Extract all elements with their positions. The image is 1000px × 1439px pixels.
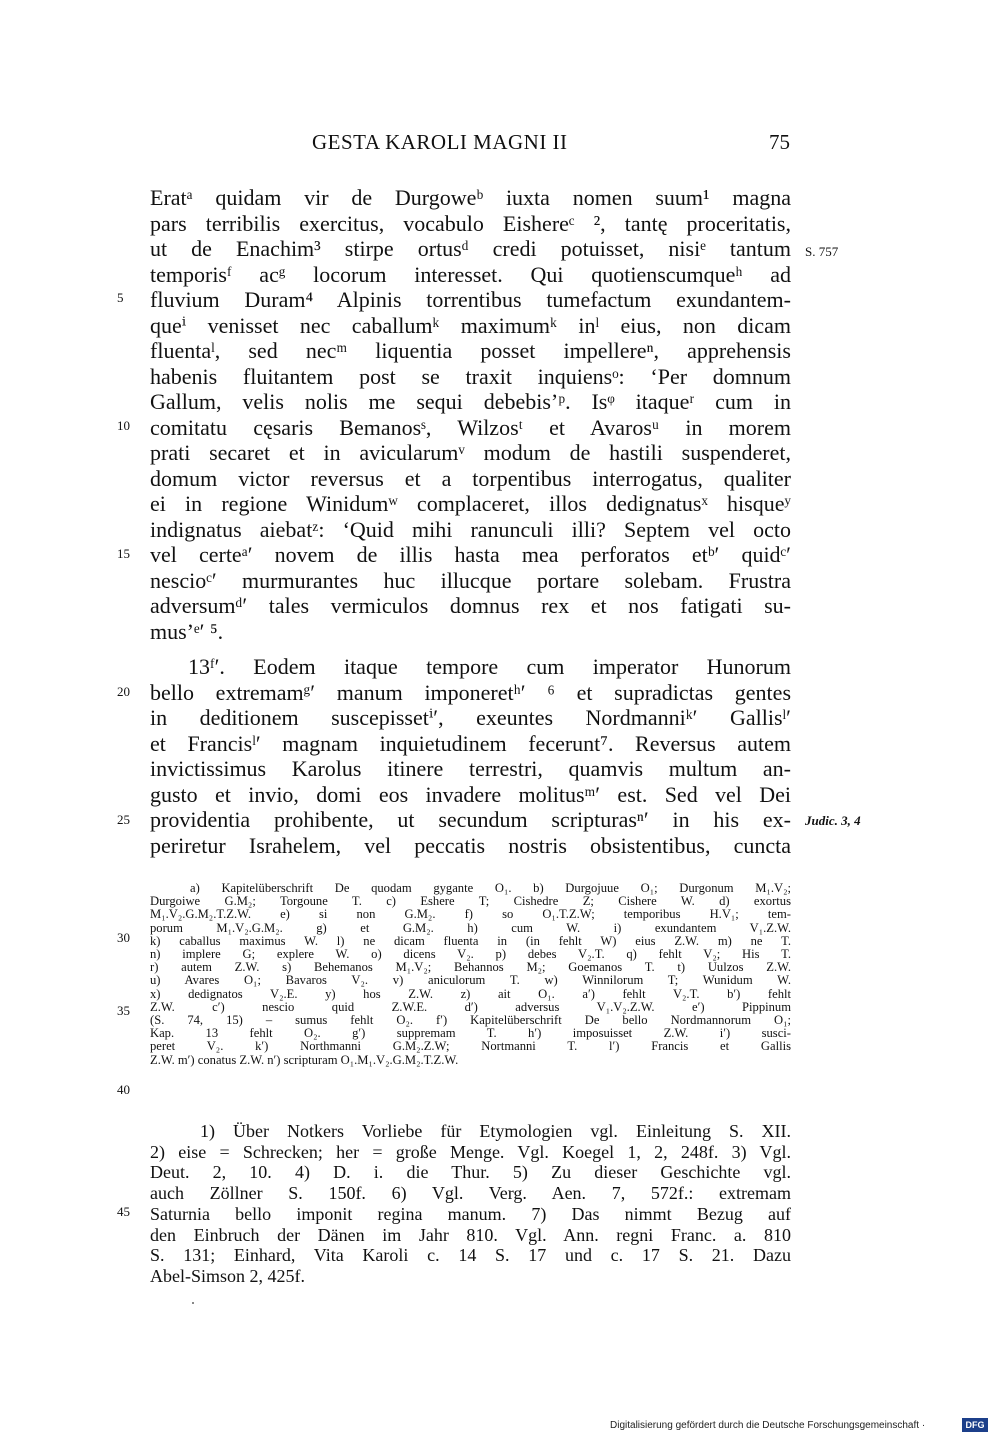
text-line: habenis fluitantem post se traxit inquiensᵒ: ‘Per domnum	[150, 363, 791, 389]
line-number: 45	[117, 1204, 130, 1219]
text-line: ut de Enachim³ stirpe ortusᵈ credi potuisset, nisiᵉ tantum	[150, 236, 791, 261]
dfg-logo: DFG	[962, 1418, 988, 1432]
line-number: 5	[117, 290, 124, 305]
text-line: temporisᶠ acᵍ locorum interesset. Qui quotienscumqueʰ ad	[150, 261, 791, 287]
apparatus-line: M₁.V₂.G.M₂.T.Z.W. e) si non G.M₂. f) so O₁.T.Z.W; temporibus H.V₁; tem-	[150, 907, 791, 922]
apparatus-line: x) dedignatos V₂.E. y) hos Z.W. z) ait O₁. a′) fehlt V₂.T. b′) fehlt	[150, 986, 791, 1001]
apparatus-line: u) Avares O₁; Bavaros V₂. v) aniculorum T. w) Winnilorum T; Wunidum W.	[150, 973, 791, 988]
commentary-line: auch Zöllner S. 150f. 6) Vgl. Verg. Aen. 7, 572f.: extremam	[150, 1183, 791, 1204]
apparatus-line: (S. 74, 15) – sumus fehlt O₂. f′) Kapitelüberschrift De bello Nordmannorum O₁;	[150, 1013, 791, 1027]
chapter-start-line: 13ᶠ′. Eodem itaque tempore cum imperator Hunorum	[188, 654, 791, 679]
margin-bible-ref: Judic. 3, 4	[805, 813, 861, 828]
apparatus-line: k) caballus maximus W. l) ne dicam fluenta in (in fehlt W) eius Z.W. m) ne T.	[150, 933, 791, 948]
apparatus-line: Durgoiwe G.M₂; Torgoune T. c) Eshere T; Cishedre Z; Cishere W. d) exortus	[150, 894, 791, 909]
margin-page-ref: S. 757	[805, 244, 839, 259]
apparatus-line: a) Kapitelüberschrift De quodam gygante O₁. b) Durgojuue O₁; Durgonum M₁.V₂;	[190, 881, 791, 895]
apparatus-line: r) autem Z.W. s) Behemanos M₁.V₂; Behannos M₂; Goemanos T. t) Uulzos Z.W.	[150, 960, 791, 975]
line-number: 15	[117, 546, 130, 561]
text-line: indignatus aiebatᶻ: ‘Quid mihi ranunculi illi? Septem vel octo	[150, 516, 791, 542]
line-number: 20	[117, 684, 130, 699]
apparatus-line: Kap. 13 fehlt O₂. g′) suppremam T. h′) imposuisset Z.W. i′) susci-	[150, 1026, 791, 1041]
text-line: nescioᶜ′ murmurantes huc illucque portare solebam. Frustra	[150, 567, 791, 593]
line-number: 25	[117, 812, 130, 827]
text-line: vel certeᵃ′ novem de illis hasta mea perforatos etᵇ′ quidᶜ′	[150, 542, 791, 567]
apparatus-line: peret V₂. k′) Northmanni G.M₂.Z.W; Nortmanni T. l′) Francis et Gallis	[150, 1039, 791, 1054]
running-title: GESTA KAROLI MAGNI II	[312, 130, 568, 154]
text-line: domum victor reversus et a torpentibus interrogatus, qualiter	[150, 465, 791, 491]
line-number: 10	[117, 418, 130, 433]
text-line: fluentaˡ, sed necᵐ liquentia posset impellereⁿ, apprehensis	[150, 338, 791, 363]
page-number: 75	[769, 130, 790, 154]
line-number: 30	[117, 930, 130, 945]
text-line: bello extremamᵍ′ manum imponeretʰ′ ⁶ et supradictas gentes	[150, 679, 791, 705]
text-line: periretur Israhelem, vel peccatis nostris obsistentibus, cuncta	[150, 832, 791, 858]
apparatus-line: Z.W. c′) nescio quid Z.W.E. d′) adversus V₁.V₂.Z.W. e′) Pippinum	[150, 999, 791, 1014]
apparatus-line: Z.W. m′) conatus Z.W. n′) scripturam O₁.M₁.V₂.G.M₂.T.Z.W.	[150, 1052, 459, 1067]
text-line: queⁱ venisset nec caballumᵏ maximumᵏ inˡ eius, non dicam	[150, 312, 791, 338]
text-line: adversumᵈ′ tales vermiculos domnus rex et nos fatigati su-	[150, 593, 791, 618]
running-header	[150, 130, 790, 164]
text-line: Gallum, velis nolis me sequi debebis’ᵖ. Isᵠ itaqueʳ cum in	[150, 389, 791, 414]
line-number: 35	[117, 1003, 130, 1018]
text-line: pars terribilis exercitus, vocabulo Eishereᶜ ², tantę proceritatis,	[150, 210, 791, 236]
text-line: prati secaret et in avicularumᵛ modum de hastili suspenderet,	[150, 440, 791, 465]
text-line: gusto et invio, domi eos invadere molitusᵐ′ est. Sed vel Dei	[150, 781, 791, 807]
text-line: fluvium Duram⁴ Alpinis torrentibus tumefactum exundantem-	[150, 287, 791, 312]
commentary-line: Deut. 2, 10. 4) D. i. die Thur. 5) Zu dieser Geschichte vgl.	[150, 1162, 791, 1183]
line-number: 40	[117, 1082, 130, 1097]
apparatus-line: porum M₁.V₂.G.M₂. g) et G.M₂. h) cum W. i) exundantem V₁.Z.W.	[150, 920, 791, 935]
commentary-line: den Einbruch der Dänen im Jahr 810. Vgl. Ann. regni Franc. a. 810	[150, 1224, 791, 1245]
text-line: in deditionem suscepissetⁱ′, exeuntes Nordmanniᵏ′ Gallisˡ′	[150, 705, 791, 730]
commentary-line: Abel-Simson 2, 425f.	[150, 1265, 305, 1286]
commentary-line: Saturnia bello imponit regina manum. 7) Das nimmt Bezug auf	[150, 1203, 791, 1224]
commentary-line: 2) eise = Schrecken; her = große Menge. Vgl. Koegel 1, 2, 248f. 3) Vgl.	[150, 1141, 791, 1162]
text-line: mus’ᵉ′ ⁵.	[150, 618, 224, 644]
text-line: et Francisˡ′ magnam inquietudinem fecerunt⁷. Reversus autem	[150, 730, 791, 756]
text-line: ei in regione Winidumʷ complaceret, illos dedignatusˣ hisqueʸ	[150, 491, 791, 516]
digitization-credit: Digitalisierung gefördert durch die Deutsche Forschungsgemeinschaft ·	[610, 1420, 926, 1431]
commentary-line: S. 131; Einhard, Vita Karoli c. 14 S. 17 und c. 17 S. 21. Dazu	[150, 1245, 791, 1266]
text-line: comitatu cęsaris Bemanosˢ, Wilzosᵗ et Avarosᵘ in morem	[150, 414, 791, 440]
commentary-line: 1) Über Notkers Vorliebe für Etymologien vgl. Einleitung S. XII.	[200, 1121, 791, 1141]
print-speck	[192, 1302, 194, 1304]
text-line: invictissimus Karolus itinere terrestri, quamvis multum an-	[150, 756, 791, 781]
text-line: providentia prohibente, ut secundum scripturasⁿ′ in his ex-	[150, 807, 791, 832]
text-line: Eratᵃ quidam vir de Durgoweᵇ iuxta nomen suum¹ magna	[150, 185, 791, 210]
apparatus-line: n) implere G; explere W. o) dicens V₂. p) debes V₂.T. q) fehlt V₂; His T.	[150, 947, 791, 961]
